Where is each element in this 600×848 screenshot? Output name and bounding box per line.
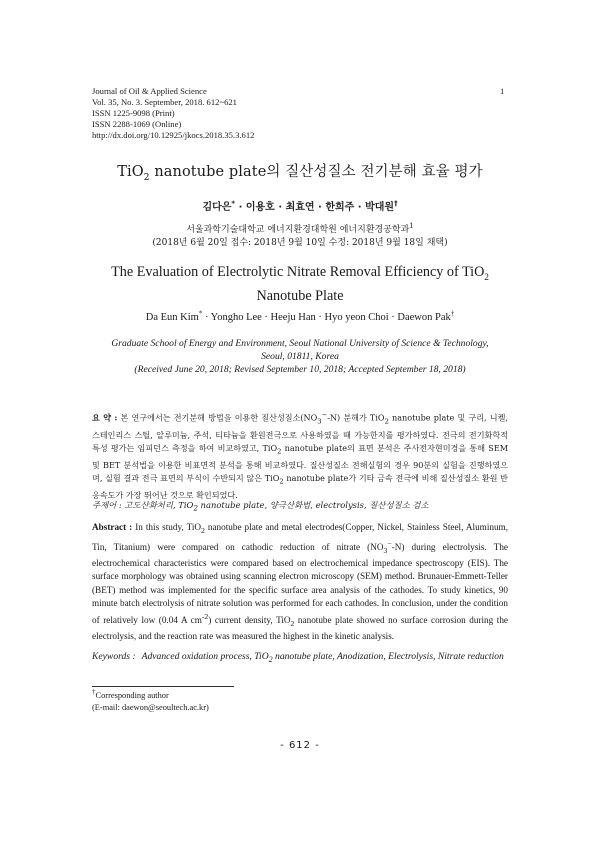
journal-name: Journal of Oil & Applied Science xyxy=(92,86,207,96)
keywords-ko-text: nanotube plate, 양극산화법, electrolysis, 질산성질소 검소 xyxy=(197,500,429,510)
affil-ko-dept-mark: 1 xyxy=(409,222,414,230)
abstract-ko-label: 요 약 : xyxy=(92,412,118,423)
title-en-line1: The Evaluation of Electrolytic Nitrate Removal Efficiency of TiO xyxy=(111,264,485,280)
author-ko-first: 김다은 xyxy=(202,202,232,213)
keywords-en-list xyxy=(142,650,504,666)
author-ko-first-mark: * xyxy=(231,199,236,208)
title-ko-sub: 2 xyxy=(143,172,150,183)
keywords-en-sub: 2 xyxy=(268,654,273,664)
author-en-first: Da Eun Kim xyxy=(145,312,199,323)
keywords-en-text: Advanced oxidation process, TiO xyxy=(141,651,269,662)
keywords-korean xyxy=(92,499,508,513)
keywords-ko-sub: 2 xyxy=(193,504,198,513)
keywords-ko-label: 주제어 : xyxy=(92,500,122,510)
journal-issn-online: ISSN 2288-1069 (Online) xyxy=(92,119,182,129)
abstract-ko-sub: 3 xyxy=(317,417,322,426)
journal-header xyxy=(92,86,512,141)
footnote-divider xyxy=(92,686,234,687)
abstract-en-text: In this study, TiO xyxy=(132,522,202,532)
affiliation-english xyxy=(92,337,508,376)
footnote xyxy=(92,690,392,713)
abstract-ko-text: nanotube plate가 기타 금속 전극에 비해 질산성질소 환원 반응속도가 가장 뛰어난 것으로 확인되었다. xyxy=(92,473,508,500)
abstract-ko-sub: 2 xyxy=(384,417,389,426)
abstract-en-sub: 2 xyxy=(290,618,295,628)
title-en-line2: Nanotube Plate xyxy=(256,287,344,304)
authors-english xyxy=(60,309,540,323)
corner-page-number: 1 xyxy=(500,86,505,96)
abstract-en-text: nanotube plate and metal electrodes(Copper, Nickel, Stainless Steel, Aluminum, Tin, Titanium) were compared on cathodic reduction of nitrate (NO xyxy=(92,522,509,553)
authors-en-rest: · Yongho Lee · Heeju Han · Hyo yeon Choi · Daewon Pak xyxy=(202,312,451,323)
footnote-line1: Corresponding author xyxy=(95,691,169,700)
abstract-en-sub: 3 xyxy=(383,545,388,555)
abstract-en-label: Abstract : xyxy=(92,522,133,532)
abstract-en-text: ) current density, TiO xyxy=(208,615,291,625)
abstract-en-sup: − xyxy=(387,539,392,549)
affil-en-line1: Graduate School of Energy and Environment, Seoul National University of Science & Technology, xyxy=(111,338,489,349)
journal-volume: Vol. 35, No. 3. September, 2018. 612~621 xyxy=(92,97,237,107)
journal-doi[interactable]: http://dx.doi.org/10.12925/jkocs.2018.35.3.612 xyxy=(92,130,255,140)
title-ko-pre: TiO xyxy=(117,164,144,180)
abstract-ko-sub: 2 xyxy=(279,477,284,486)
footnote-email: (E-mail: daewon@seoultech.ac.kr) xyxy=(92,702,209,712)
author-ko-corresponding-mark: † xyxy=(394,199,398,208)
affil-ko-dates: (2018년 6월 20일 접수: 2018년 9월 10일 수정: 2018년 9월 18일 채택) xyxy=(152,238,448,248)
authors-korean xyxy=(60,198,540,213)
abstract-en-sub: 2 xyxy=(201,525,205,535)
author-en-corresponding-mark: † xyxy=(450,309,455,318)
abstract-ko-sub: 2 xyxy=(277,447,282,456)
abstract-ko-text: -N) 분해가 TiO xyxy=(327,412,385,423)
title-english xyxy=(60,263,540,306)
keywords-english xyxy=(92,650,508,666)
affil-en-line3: (Received June 20, 2018; Revised September 10, 2018; Accepted September 18, 2018) xyxy=(134,364,466,375)
abstract-en-text: -N) during electrolysis. The electrochemical characteristics were compared based on electrochemical impedance spectroscopy (EIS). The surface morphology was obtained using scanning electron microscopy (SEM) method. Brunauer-Emmett-Teller (BET) method was implemented for the specific surface area analysis of the cathodes. To study kinetics, 90 minute batch electrolysis of nitrate solution was performed for each cathodes. In conclusion, under the condition of relatively low (0.04 A cm xyxy=(92,542,509,625)
abstract-ko-sup: − xyxy=(321,411,328,419)
abstract-ko-text: nanotube plate 및 구리, 니켈, 스테인리스 스틸, 알루미늄, 주석, 티타늄을 환원전극으로 사용하였을 때 가능한지를 평가하였다. 전극의 전기화학적 특성 평가는 임피던스 측정을 하여 비교하였고, TiO xyxy=(92,412,508,453)
author-en-first-mark: * xyxy=(198,309,203,318)
keywords-en-text: nanotube plate, Anodization, Electrolysis, Nitrate reduction xyxy=(272,651,504,662)
affiliation-korean xyxy=(60,224,540,250)
title-en-sub: 2 xyxy=(484,271,489,282)
title-ko-post: nanotube plate의 질산성질소 전기분해 효율 평가 xyxy=(149,164,483,180)
journal-issn-print: ISSN 1225-9098 (Print) xyxy=(92,108,175,118)
keywords-ko-text: 고도산화처리, TiO xyxy=(121,500,194,510)
abstract-ko-text: nanotube plate의 표면 분석은 주사전자현미경을 통해 SEM 및 BET 분석법을 이용한 비표면적 분석을 통해 비교하였다. 질산성질소 전해실험의 경우 90분의 실험을 진행하였으며, 실험 결과 전극 표면의 부식이 수반되지 않은 TiO xyxy=(92,442,509,484)
title-korean xyxy=(60,160,540,183)
abstract-ko-text: 본 연구에서는 전기분해 방법을 이용한 질산성질소(NO xyxy=(117,412,318,423)
affil-en-line2: Seoul, 01811, Korea xyxy=(261,351,339,362)
abstract-korean xyxy=(92,409,508,502)
abstract-en-sup: -2 xyxy=(201,611,209,621)
keywords-en-label: Keywords : xyxy=(92,651,136,662)
abstract-en-text: nanotube plate showed no surface corrosion during the electrolysis, and the reaction rate was measured the highest in the kinetic analysis. xyxy=(92,615,509,642)
footnote-mark: † xyxy=(92,688,96,697)
abstract-english xyxy=(92,521,508,643)
page-number: - 612 - xyxy=(280,740,320,751)
authors-ko-rest: · 이용호 · 최효연 · 한희주 · 박대원 xyxy=(235,202,395,213)
affil-ko-dept: 서울과학기술대학교 에너지환경대학원 에너지환경공학과 xyxy=(186,225,410,235)
